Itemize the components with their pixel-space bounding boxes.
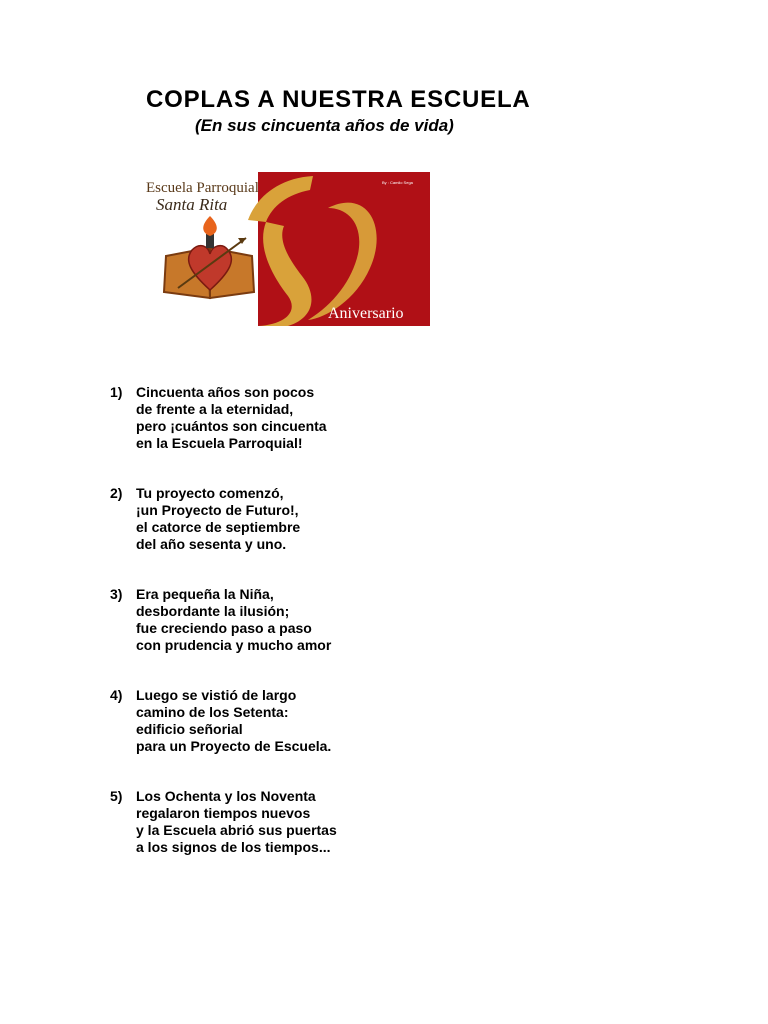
verse-line: Tu proyecto comenzó, bbox=[136, 485, 284, 501]
verse-line: camino de los Setenta: bbox=[136, 704, 289, 720]
logo-credit: By : Camilo Sega bbox=[382, 180, 413, 185]
verse-line: desbordante la ilusión; bbox=[136, 603, 290, 619]
verse-number: 4) bbox=[110, 687, 123, 703]
verse-line: y la Escuela abrió sus puertas bbox=[136, 822, 337, 838]
verse-line: Los Ochenta y los Noventa bbox=[136, 788, 316, 804]
verse-number: 3) bbox=[110, 586, 123, 602]
verse-line: fue creciendo paso a paso bbox=[136, 620, 312, 636]
verse-3 bbox=[110, 586, 331, 654]
verse-line: el catorce de septiembre bbox=[136, 519, 301, 535]
verse-line: de frente a la eternidad, bbox=[136, 401, 294, 417]
verse-line: Luego se vistió de largo bbox=[136, 687, 297, 703]
document-title: COPLAS A NUESTRA ESCUELA bbox=[146, 86, 531, 113]
logo-anniversary-label: Aniversario bbox=[328, 305, 404, 322]
verse-number: 1) bbox=[110, 384, 123, 400]
verse-line: Cincuenta años son pocos bbox=[136, 384, 315, 400]
document-subtitle: (En sus cincuenta años de vida) bbox=[195, 116, 454, 135]
verse-line: con prudencia y mucho amor bbox=[136, 637, 332, 653]
verse-line: Era pequeña la Niña, bbox=[136, 586, 274, 602]
torch-flame-icon bbox=[203, 216, 217, 236]
verse-5 bbox=[110, 788, 337, 856]
verse-line: para un Proyecto de Escuela. bbox=[136, 738, 332, 754]
verse-line: en la Escuela Parroquial! bbox=[136, 435, 303, 451]
verse-line: a los signos de los tiempos... bbox=[136, 839, 331, 855]
verse-line: edificio señorial bbox=[136, 721, 243, 737]
verse-line: pero ¡cuántos son cincuenta bbox=[136, 418, 327, 434]
verse-number: 2) bbox=[110, 485, 123, 501]
verse-2 bbox=[110, 485, 300, 553]
logo-school-line2: Santa Rita bbox=[156, 195, 228, 214]
anniversary-logo-graphic bbox=[138, 168, 432, 328]
verse-line: del año sesenta y uno. bbox=[136, 536, 287, 552]
verse-4 bbox=[110, 687, 331, 755]
anniversary-logo bbox=[138, 168, 432, 328]
verse-number: 5) bbox=[110, 788, 123, 804]
verse-line: ¡un Proyecto de Futuro!, bbox=[136, 502, 299, 518]
logo-school-line1: Escuela Parroquial bbox=[146, 180, 259, 196]
torch-handle bbox=[206, 234, 214, 248]
verse-1 bbox=[110, 384, 327, 452]
verse-line: regalaron tiempos nuevos bbox=[136, 805, 311, 821]
